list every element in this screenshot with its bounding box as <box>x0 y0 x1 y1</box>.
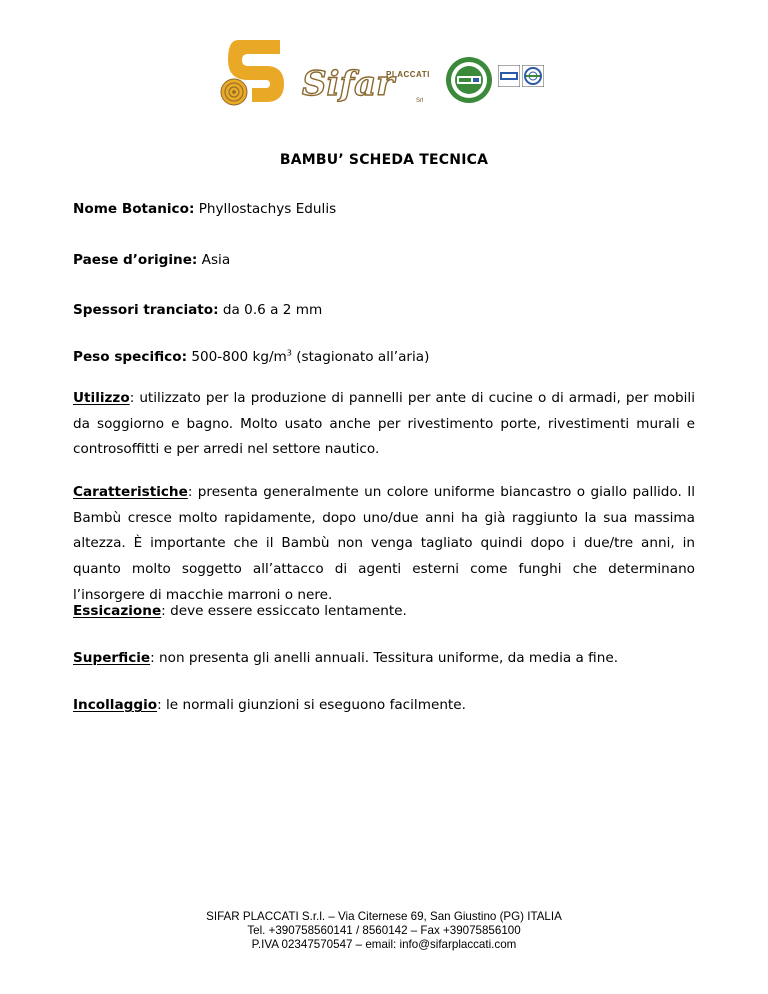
paragraph-text: : deve essere essiccato lentamente. <box>161 603 407 619</box>
field-botanical-name <box>73 195 336 223</box>
header <box>218 38 558 106</box>
paragraph-text: : presenta generalmente un colore uniforme biancastro o giallo pallido. Il Bambù cresce molto rapidamente, dopo uno/due anni ha già raggiunto la sua massima altezza. È importante che il Bambù non venga tagliato quindi dopo i due/tre anni, in quanto molto soggetto all’attacco di agenti esterni come funghi che determinano l’insorgere di macchie marroni o nere. <box>73 484 695 603</box>
sifar-s-roll-logo-icon <box>218 38 288 106</box>
field-label: Spessori tranciato: <box>73 302 219 318</box>
paragraph-essicazione <box>73 599 695 625</box>
paragraph-caratteristiche <box>73 480 695 609</box>
field-value: da 0.6 a 2 mm <box>218 302 323 318</box>
icila-certification-icon <box>445 56 493 104</box>
field-label: Nome Botanico: <box>73 201 195 217</box>
field-country-of-origin <box>73 246 230 274</box>
field-value: Asia <box>197 252 231 268</box>
paragraph-text: : non presenta gli anelli annuali. Tessitura uniforme, da media a fine. <box>150 650 619 666</box>
document-title: BAMBU’ SCHEDA TECNICA <box>279 152 489 168</box>
quality-seal-icon <box>522 65 544 87</box>
footer-vat-email: P.IVA 02347570547 – email: info@sifarplaccati.com <box>251 938 517 951</box>
paragraph-label: Essicazione <box>73 603 162 619</box>
footer-address: SIFAR PLACCATI S.r.l. – Via Citernese 69, San Giustino (PG) ITALIA <box>206 910 562 923</box>
paragraph-label: Superficie <box>73 650 151 666</box>
field-specific-weight <box>73 343 429 371</box>
paragraph-label: Utilizzo <box>73 390 130 406</box>
field-superscript: 3 <box>286 348 292 358</box>
paragraph-text: : utilizzato per la produzione di pannelli per ante di cucine o di armadi, per mobili da soggiorno e bagno. Molto usato anche per rivestimento porte, rivestimenti murali e controsoffitti e per arredi nel settore nautico. <box>73 390 695 458</box>
paragraph-text: : le normali giunzioni si eseguono facilmente. <box>157 697 466 713</box>
field-label: Paese d’origine: <box>73 252 198 268</box>
field-value: 500-800 kg/m <box>187 349 287 365</box>
brand-name: Sifar <box>302 64 395 102</box>
footer-phone: Tel. +390758560141 / 8560142 – Fax +39075856100 <box>247 924 521 937</box>
field-label: Peso specifico: <box>73 349 188 365</box>
paragraph-incollaggio <box>73 693 695 719</box>
field-slicing-thickness <box>73 296 322 324</box>
brand-subtitle: PLACCATI <box>386 70 430 79</box>
paragraph-label: Incollaggio <box>73 697 158 713</box>
footer <box>0 910 768 952</box>
field-value: Phyllostachys Edulis <box>194 201 337 217</box>
field-value-after: (stagionato all’aria) <box>291 349 430 365</box>
brand-suffix: Srl <box>416 98 424 104</box>
ciso-certification-icon <box>498 65 520 87</box>
paragraph-superficie <box>73 646 695 672</box>
paragraph-utilizzo <box>73 386 695 463</box>
brand-wordmark <box>300 62 420 102</box>
paragraph-label: Caratteristiche <box>73 484 188 500</box>
